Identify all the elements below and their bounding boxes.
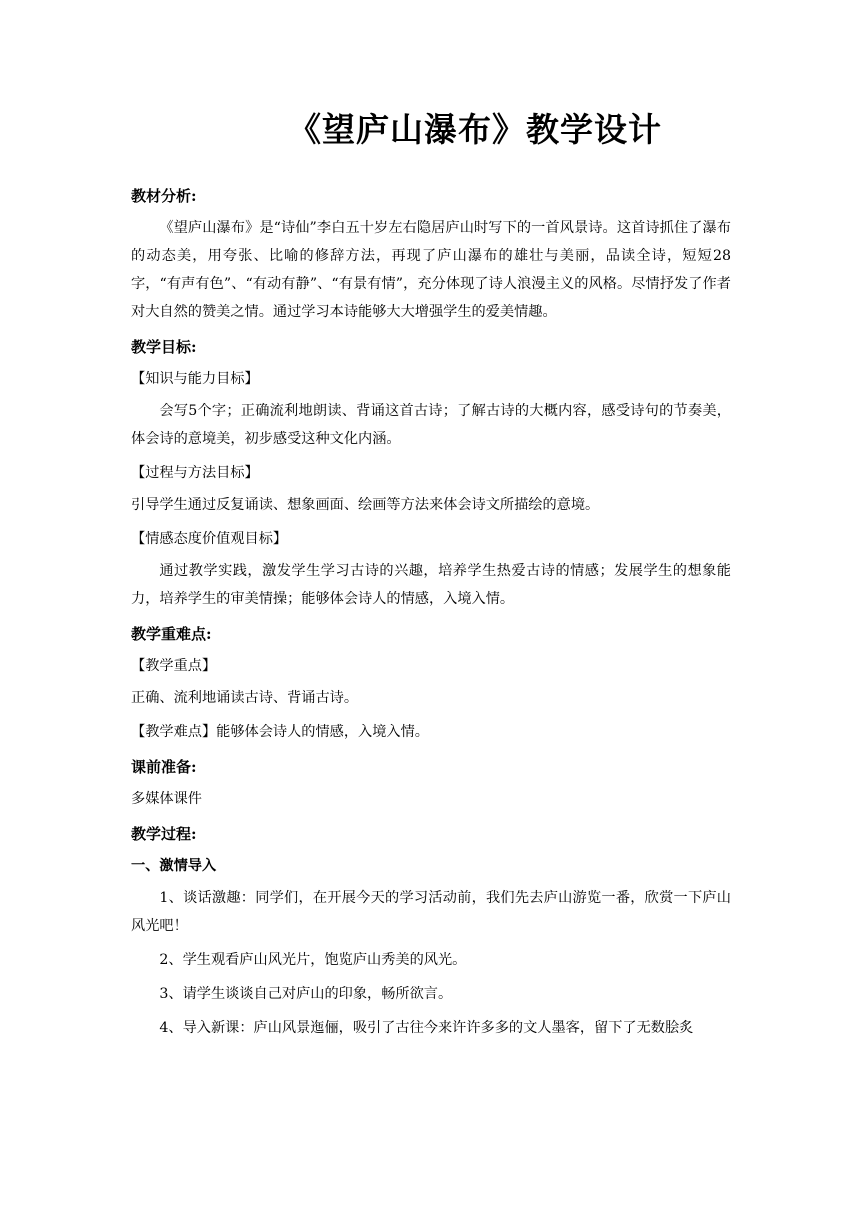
difficult-point-label: 【教学难点】	[131, 724, 217, 740]
step1-item-4: 4、导入新课：庐山风景迤俪，吸引了古往今来许许多多的文人墨客，留下了无数脍炙	[159, 1020, 694, 1036]
section-heading-material: 教材分析:	[131, 187, 197, 205]
step1-item-1: 1、谈话激趣：同学们，在开展今天的学习活动前，我们先去庐山游览一番，欣赏一下庐山风光吧！	[131, 890, 731, 934]
document-title: 《望庐山瀑布》教学设计	[288, 110, 662, 149]
goal-knowledge-text: 会写5个字；正确流利地朗读、背诵这首古诗；了解古诗的大概内容，感受诗句的节奏美，体会诗的意境美，初步感受这种文化内涵。	[131, 403, 731, 447]
goal-emotion-text: 通过教学实践，激发学生学习古诗的兴趣，培养学生热爱古诗的情感；发展学生的想象能力，培养学生的审美情操；能够体会诗人的情感，入境入情。	[131, 563, 731, 607]
step1-heading: 一、激情导入	[131, 858, 217, 874]
step1-item-2: 2、学生观看庐山风光片，饱览庐山秀美的风光。	[159, 952, 467, 968]
goal-knowledge-label: 【知识与能力目标】	[131, 371, 259, 387]
difficult-point-text: 能够体会诗人的情感，入境入情。	[216, 724, 429, 740]
difficult-point-line	[131, 718, 731, 746]
preparation-text: 多媒体课件	[131, 791, 202, 807]
document-body	[131, 182, 731, 1042]
section-heading-key-points: 教学重难点:	[131, 625, 212, 643]
goal-process-text: 引导学生通过反复诵读、想象画面、绘画等方法来体会诗文所描绘的意境。	[131, 497, 600, 513]
material-analysis-text: 《望庐山瀑布》是“诗仙”李白五十岁左右隐居庐山时写下的一首风景诗。这首诗抓住了瀑布的动态美，用夸张、比喻的修辞方法，再现了庐山瀑布的雄壮与美丽，品读全诗，短短28字，“有声有色”、“有动有静”、“有景有情”，充分体现了诗人浪漫主义的风格。尽情抒发了作者对大自然的赞美之情。通过学习本诗能够大大增强学生的爱美情趣。	[131, 220, 731, 320]
section-heading-process: 教学过程:	[131, 825, 197, 843]
section-heading-goals: 教学目标:	[131, 338, 197, 356]
step1-item-3: 3、请学生谈谈自己对庐山的印象，畅所欲言。	[159, 986, 453, 1002]
key-point-label: 【教学重点】	[131, 658, 217, 674]
section-heading-preparation: 课前准备:	[131, 758, 197, 776]
goal-emotion-label: 【情感态度价值观目标】	[131, 531, 288, 547]
goal-process-label: 【过程与方法目标】	[131, 465, 259, 481]
key-point-text: 正确、流利地诵读古诗、背诵古诗。	[131, 690, 359, 706]
